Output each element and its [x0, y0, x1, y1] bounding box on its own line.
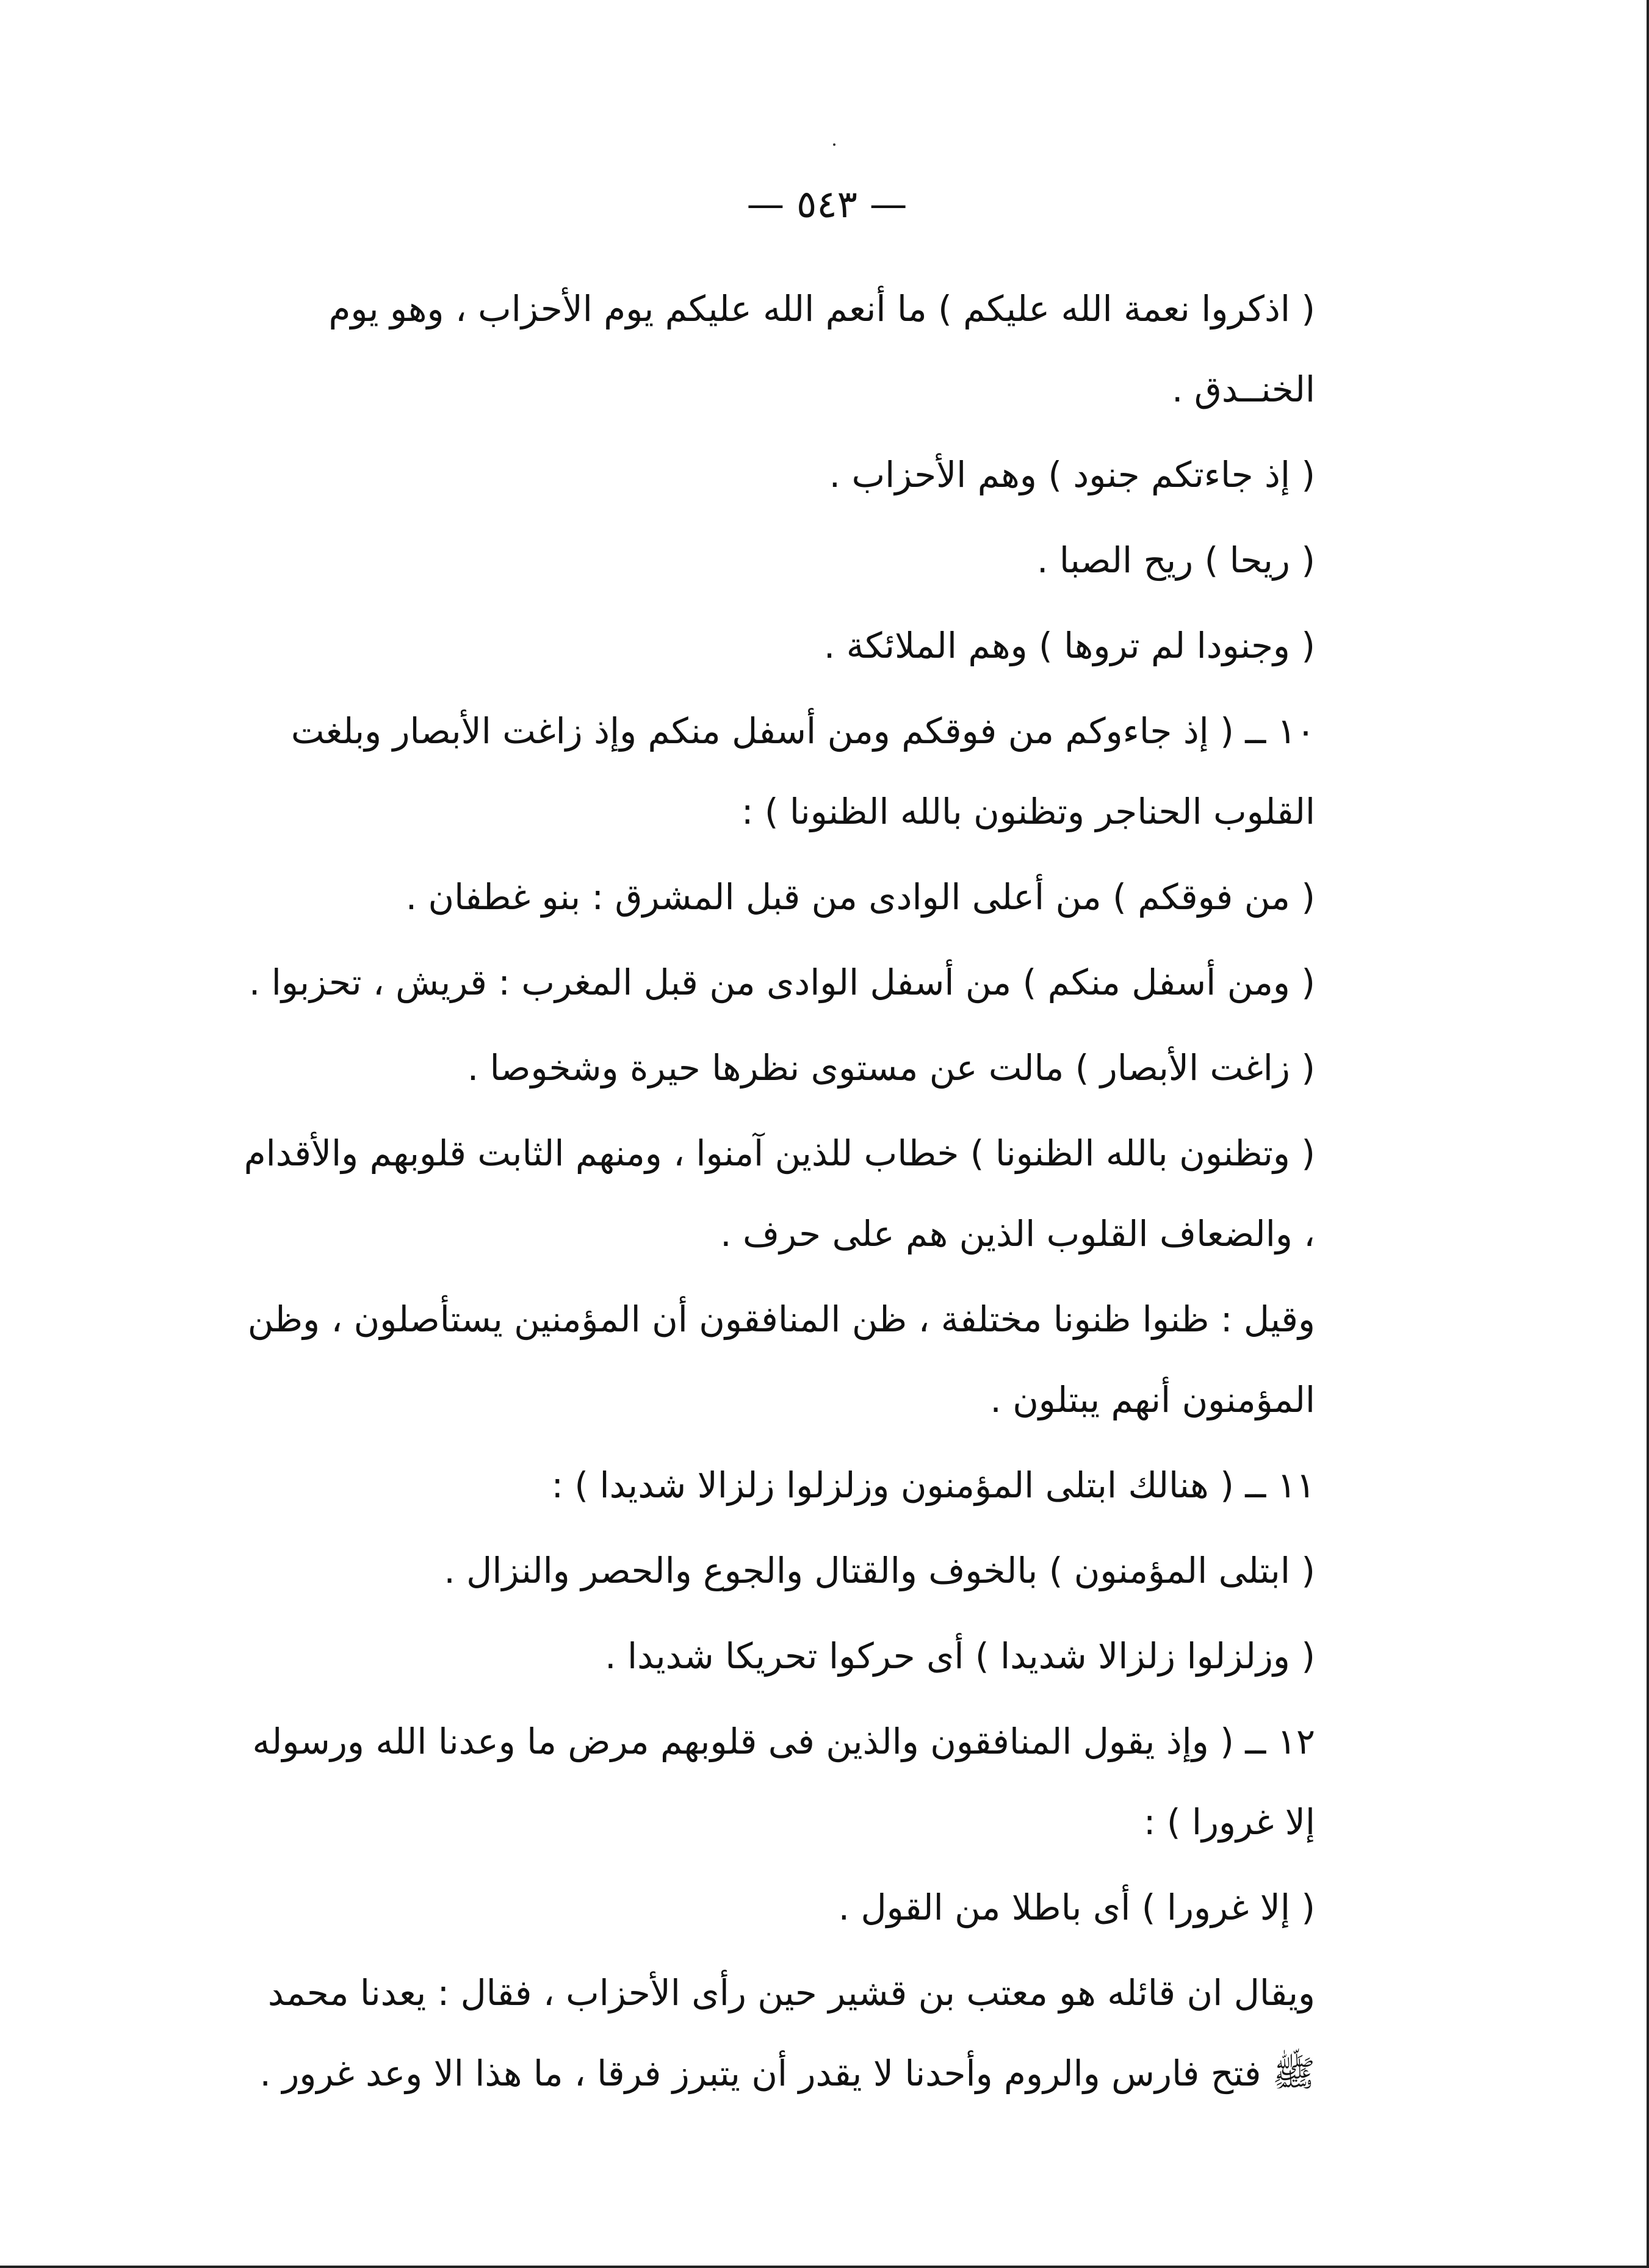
paragraph: وقيل : ظنوا ظنونا مختلفة ، ظن المنافقون أن المؤمنين يستأصلون ، وظن المؤمنون أنهم يبتلون .	[247, 1298, 1315, 1420]
paragraph: ١٠ ــ ( إذ جاءوكم من فوقكم ومن أسفل منكم وإذ زاغت الأبصار وبلغت القلوب الحناجر وتظنون بالله الظنونا ) :	[290, 710, 1315, 832]
body-text	[241, 268, 1401, 2119]
paragraph: ( وجنودا لم تروها ) وهم الملائكة .	[823, 625, 1315, 666]
paragraph: ( إذ جاءتكم جنود ) وهم الأحزاب .	[829, 454, 1315, 495]
page-number: — ٥٤٣ —	[746, 182, 907, 226]
scan-speck	[833, 143, 835, 146]
paragraph: ١١ ــ ( هنالك ابتلى المؤمنون وزلزلوا زلزالا شديدا ) :	[551, 1464, 1315, 1506]
paragraph: ١٢ ــ ( وإذ يقول المنافقون والذين فى قلوبهم مرض ما وعدنا الله ورسوله إلا غرورا ) :	[252, 1721, 1315, 1843]
paragraph: ( زاغت الأبصار ) مالت عن مستوى نظرها حيرة وشخوصا .	[467, 1047, 1315, 1089]
paragraph: ( ومن أسفل منكم ) من أسفل الوادى من قبل المغرب : قريش ، تحزبوا .	[248, 962, 1315, 1003]
paragraph: ( وتظنون بالله الظنونا ) خطاب للذين آمنوا ، ومنهم الثابت قلوبهم والأقدام ، والضعاف القلوب الذين هم على حرف .	[244, 1132, 1315, 1255]
paragraph: ( وزلزلوا زلزالا شديدا ) أى حركوا تحريكا شديدا .	[605, 1635, 1315, 1677]
paragraph: ( ابتلى المؤمنون ) بالخوف والقتال والجوع والحصر والنزال .	[444, 1550, 1315, 1591]
paragraph: ( من فوقكم ) من أعلى الوادى من قبل المشرق : بنو غطفان .	[405, 876, 1315, 918]
paragraph: ( إلا غرورا ) أى باطلا من القول .	[838, 1887, 1315, 1928]
paragraph: ويقال ان قائله هو معتب بن قشير حين رأى الأحزاب ، فقال : يعدنا محمد ﷺ فتح فارس والروم وأحدنا لا يقدر أن يتبرز فرقا ، ما هذا الا وعد غرور .	[259, 1972, 1315, 2094]
paragraph: ( ريحا ) ريح الصبا .	[1037, 539, 1315, 581]
paragraph: ( اذكروا نعمة الله عليكم ) ما أنعم الله عليكم يوم الأحزاب ، وهو يوم الخنــدق .	[328, 288, 1315, 410]
